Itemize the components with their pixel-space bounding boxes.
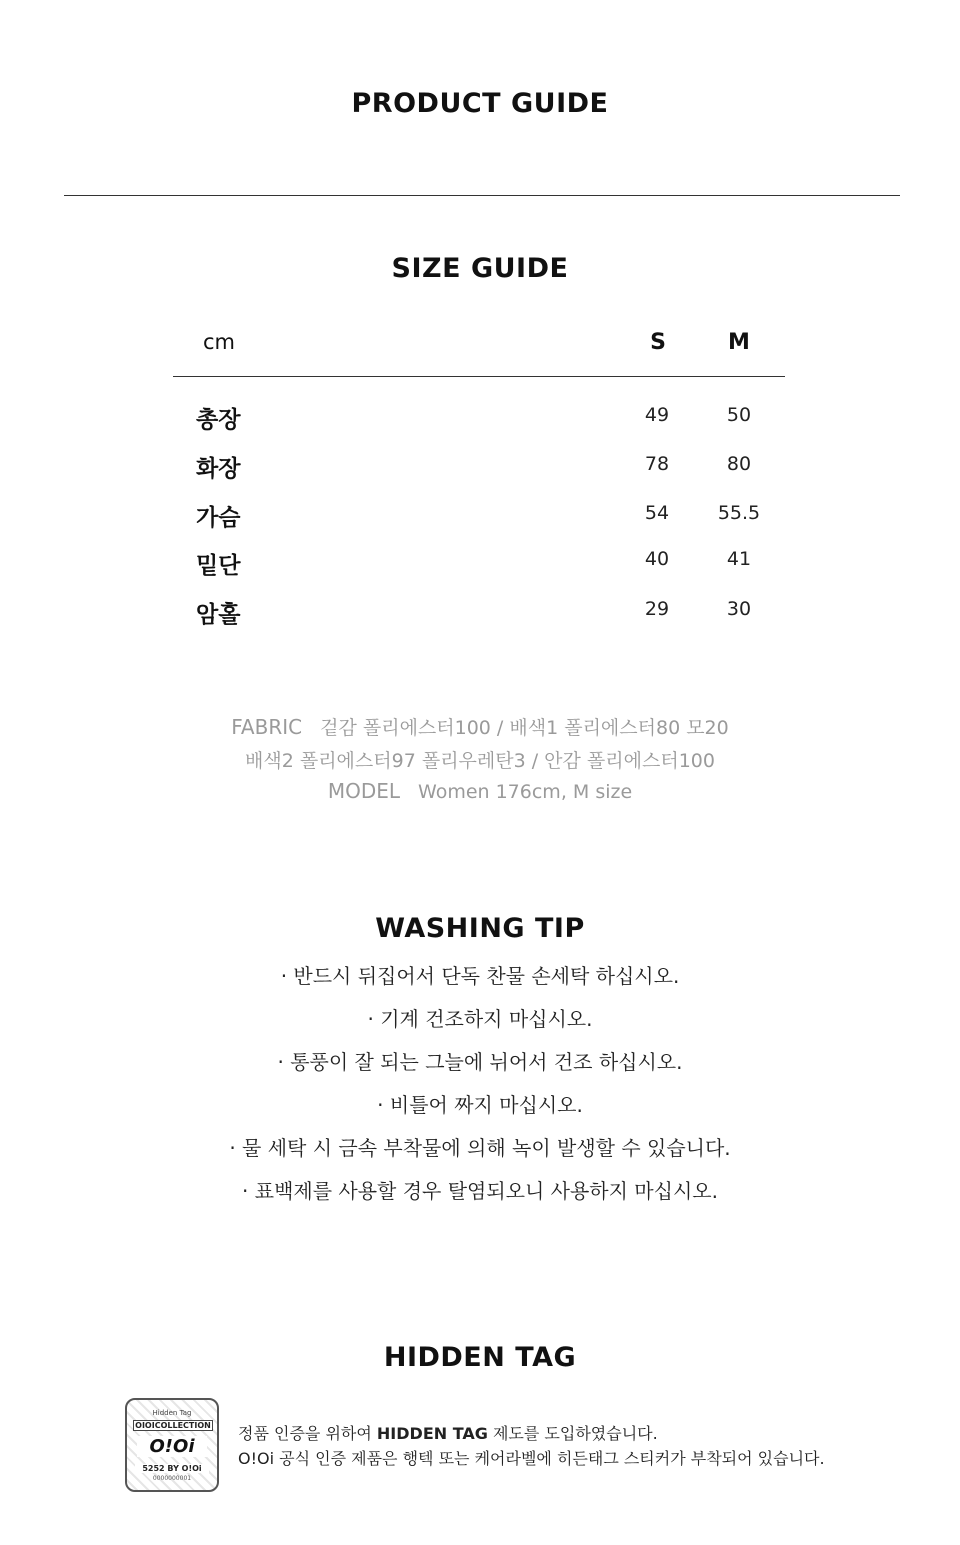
row-value-s: 40: [644, 548, 670, 570]
badge-code: 5252 BY O!Oi: [135, 1464, 209, 1473]
row-label: 암홀: [196, 602, 241, 628]
row-label: 가슴: [196, 505, 241, 531]
hidden-tag-title: HIDDEN TAG: [383, 1342, 577, 1373]
table-row: [0, 401, 960, 431]
badge-logo: O!Oi: [137, 1436, 207, 1457]
row-value-m: 80: [726, 453, 752, 475]
size-guide-title: SIZE GUIDE: [391, 253, 569, 284]
table-row: [0, 450, 960, 480]
size-column-m: M: [728, 330, 750, 355]
badge-top-text: Hidden Tag: [152, 1409, 192, 1417]
row-value-s: 29: [644, 598, 670, 620]
row-value-s: 49: [644, 404, 670, 426]
row-value-m: 55.5: [717, 502, 761, 524]
fabric-composition-2: 배색2 폴리에스터97 폴리우레탄3 / 안감 폴리에스터100: [245, 750, 715, 772]
washing-tip-item: · 기계 건조하지 마십시오.: [367, 1007, 593, 1031]
fabric-composition-1: 겉감 폴리에스터100 / 배색1 폴리에스터80 모20: [320, 717, 729, 739]
page-title: PRODUCT GUIDE: [351, 88, 609, 119]
washing-tip-item: · 물 세탁 시 금속 부착물에 의해 녹이 발생할 수 있습니다.: [229, 1136, 731, 1160]
size-column-s: S: [650, 330, 666, 355]
hidden-tag-description-1: [238, 1421, 658, 1444]
row-value-s: 78: [644, 453, 670, 475]
row-label: 화장: [196, 456, 241, 482]
washing-tip-item: · 비틀어 짜지 마십시오.: [377, 1093, 583, 1117]
size-unit-label: cm: [203, 330, 236, 354]
row-value-m: 41: [726, 548, 752, 570]
row-value-s: 54: [644, 502, 670, 524]
badge-serial: 0000000001: [152, 1475, 192, 1482]
model-line: [0, 779, 960, 803]
hidden-tag-sticker-image: [125, 1398, 219, 1492]
table-row: [0, 499, 960, 529]
hidden-tag-text: 정품 인증을 위하여: [238, 1424, 377, 1443]
hidden-tag-text: 제도를 도입하였습니다.: [487, 1424, 658, 1443]
hidden-tag-description-2: O!Oi 공식 인증 제품은 행텍 또는 케어라벨에 히든태그 스티커가 부착되어 있습니다.: [238, 1449, 825, 1468]
row-value-m: 30: [726, 598, 752, 620]
model-value: Women 176cm, M size: [418, 781, 633, 803]
hidden-tag-bold-text: HIDDEN TAG: [376, 1424, 488, 1443]
fabric-line-1: [0, 713, 960, 740]
badge-collection-text: OIOICOLLECTION: [133, 1420, 213, 1431]
row-value-m: 50: [726, 404, 752, 426]
fabric-label: FABRIC: [231, 715, 303, 739]
row-label: 밑단: [196, 553, 241, 579]
table-divider: [173, 376, 785, 377]
model-label: MODEL: [327, 779, 401, 803]
table-row: [0, 596, 960, 626]
row-label: 총장: [196, 407, 241, 433]
divider: [64, 195, 900, 196]
washing-tip-item: · 통풍이 잘 되는 그늘에 뉘어서 건조 하십시오.: [277, 1050, 683, 1074]
washing-tip-title: WASHING TIP: [375, 913, 585, 944]
washing-tip-item: · 표백제를 사용할 경우 탈염되오니 사용하지 마십시오.: [242, 1179, 718, 1203]
washing-tip-item: · 반드시 뒤집어서 단독 찬물 손세탁 하십시오.: [280, 964, 680, 988]
table-row: [0, 547, 960, 577]
